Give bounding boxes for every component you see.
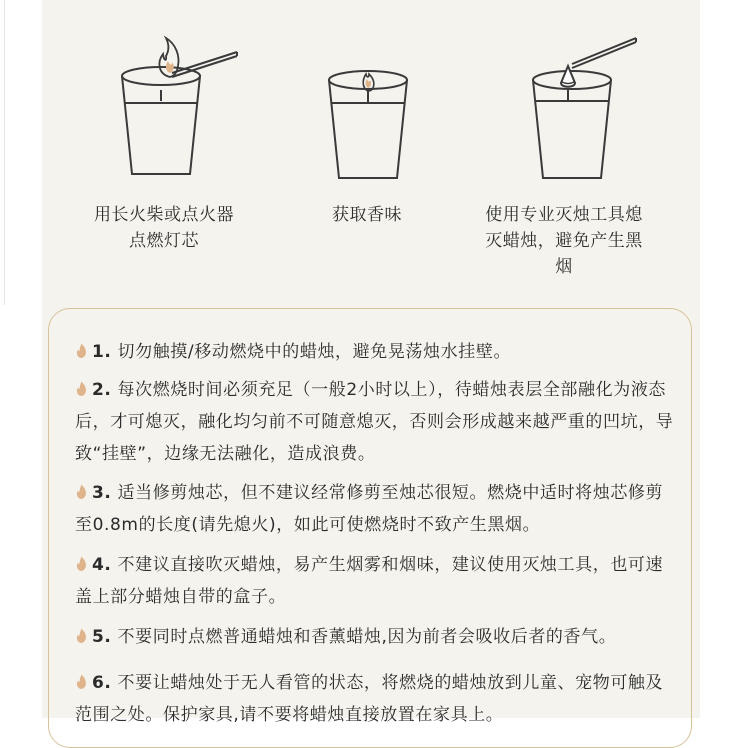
flame-icon (75, 484, 87, 500)
step-1-caption: 用长火柴或点火器点燃灯芯 (94, 205, 234, 251)
note-text: 切勿触摸/移动燃烧中的蜡烛，避免晃荡烛水挂壁。 (117, 342, 512, 362)
step-2-caption: 获取香味 (332, 205, 402, 225)
note-number: 1. (92, 342, 112, 362)
note-number: 4. (92, 555, 112, 575)
note-text: 每次燃烧时间必须充足（一般2小时以上），待蜡烛表层全部融化为液态后，才可熄灭，融化均匀前不可随意熄灭，否则会形成越来越严重的凹坑，导致“挂壁”，边缘无法融化，造成浪费。 (75, 380, 674, 464)
usage-steps (42, 0, 700, 300)
step-3-illustration (524, 28, 654, 188)
note-number: 2. (92, 380, 112, 400)
step-2-illustration (320, 28, 450, 188)
note-item (75, 374, 675, 470)
left-edge-line (4, 0, 5, 305)
match-lighting-candle-icon (114, 28, 244, 188)
note-number: 6. (92, 673, 112, 693)
candle-snuffer-icon (524, 28, 654, 188)
note-number: 3. (92, 483, 112, 503)
flame-icon (75, 674, 87, 690)
note-item (75, 621, 675, 653)
burning-candle-icon (320, 28, 450, 188)
note-text: 不要同时点燃普通蜡烛和香薰蜡烛,因为前者会吸收后者的香气。 (117, 627, 617, 647)
note-item (75, 477, 675, 541)
flame-icon (75, 556, 87, 572)
note-item (75, 336, 675, 368)
step-3-caption: 使用专业灭烛工具熄灭蜡烛，避免产生黑烟 (485, 205, 643, 277)
note-number: 5. (92, 627, 112, 647)
step-1-illustration (114, 28, 244, 188)
flame-icon (75, 343, 87, 359)
note-text: 适当修剪烛芯，但不建议经常修剪至烛芯很短。燃烧中适时将烛芯修剪至0.8m的长度(请先熄火)，如此可使燃烧时不致产生黑烟。 (75, 483, 664, 535)
note-item (75, 549, 675, 613)
note-item (75, 667, 675, 731)
note-text: 不要让蜡烛处于无人看管的状态，将燃烧的蜡烛放到儿童、宠物可触及范围之处。保护家具,请不要将蜡烛直接放置在家具上。 (75, 673, 664, 725)
flame-icon (75, 628, 87, 644)
note-text: 不建议直接吹灭蜡烛，易产生烟雾和烟味，建议使用灭烛工具，也可速盖上部分蜡烛自带的盒子。 (75, 555, 664, 607)
notes-box (48, 308, 692, 748)
flame-icon (75, 381, 87, 397)
